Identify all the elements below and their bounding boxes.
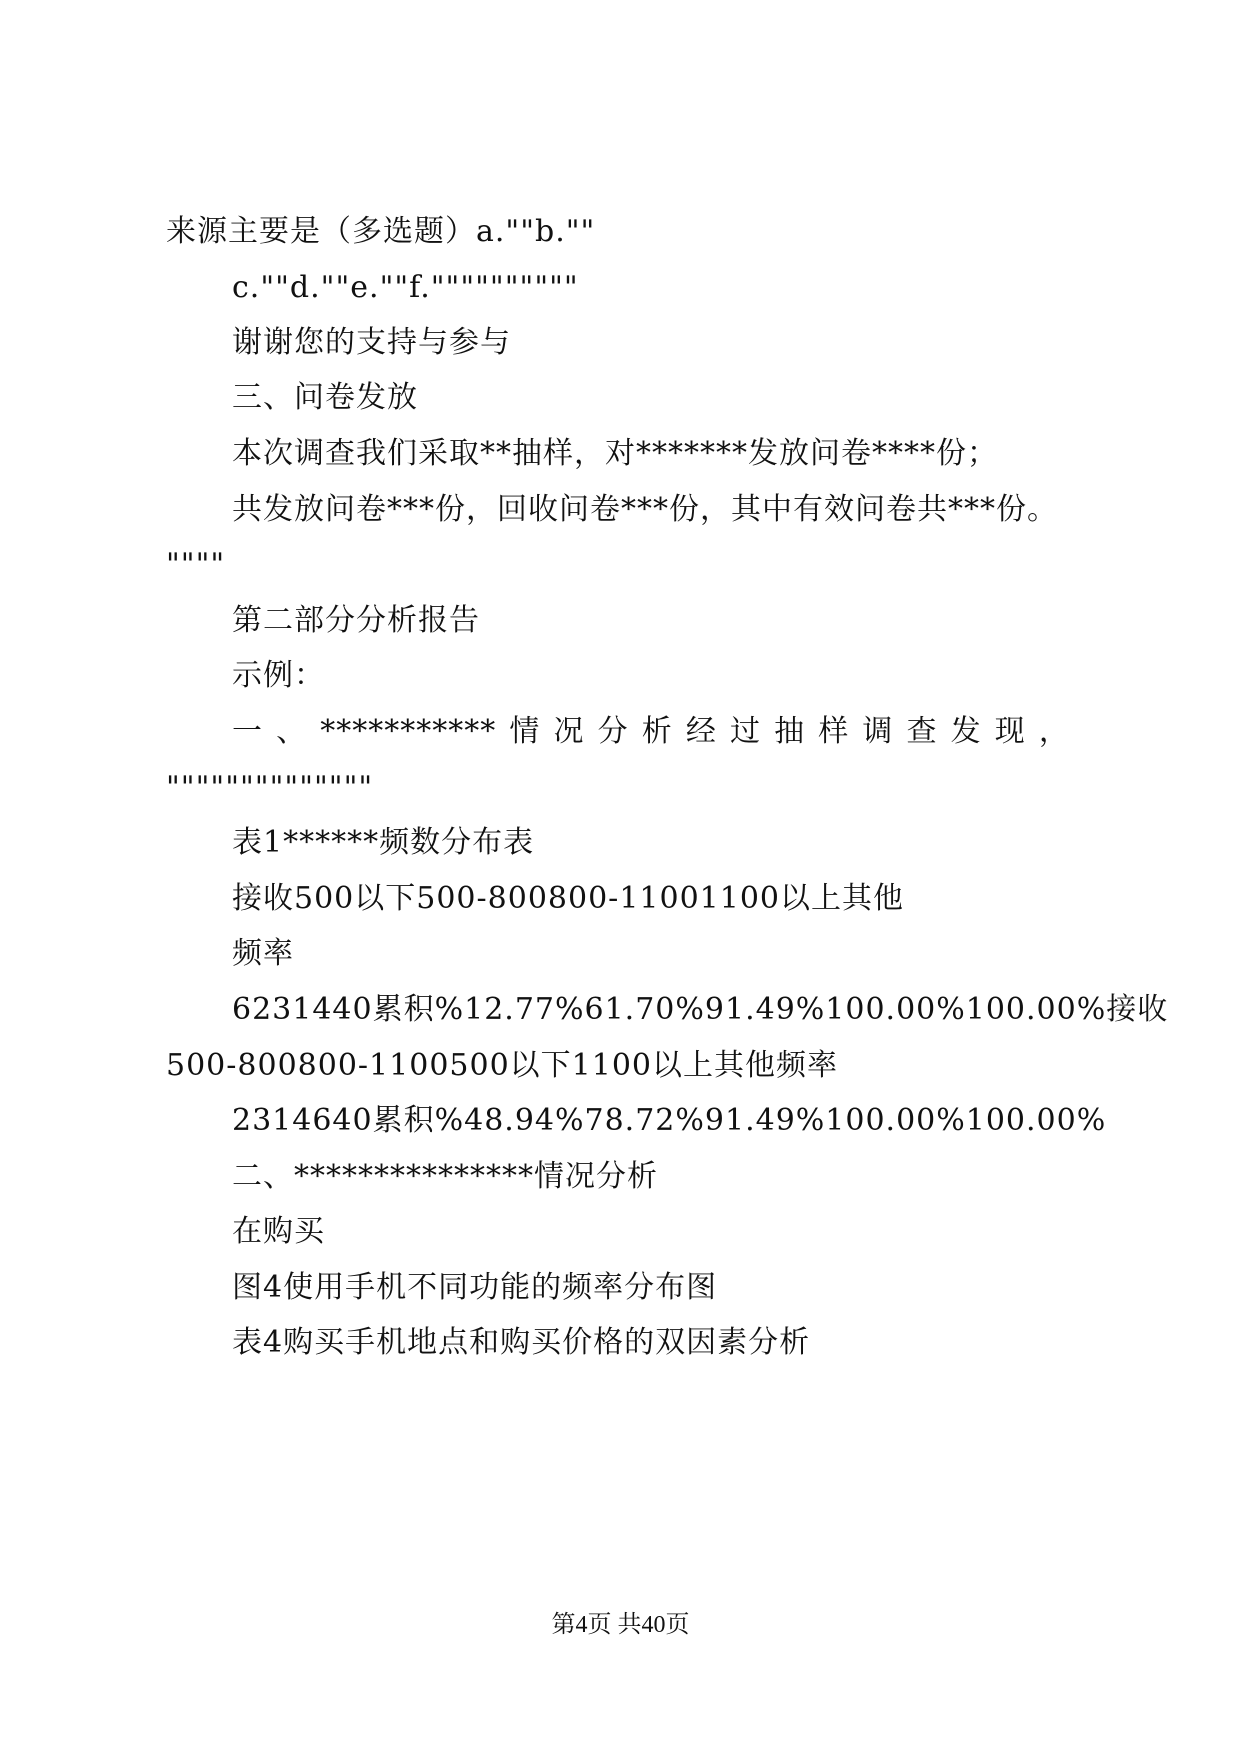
table-1-values-row: 6231440累积%12.77%61.70%91.49%100.00%100.00%接收: [232, 992, 1169, 1027]
text-line-11: """""""""""""": [166, 770, 374, 805]
spread-glyph: ***********: [320, 714, 497, 749]
table-1-header-row: 接收500以下500-800800-11001100以上其他: [232, 881, 905, 916]
text-line-1: 来源主要是（多选题）a.""b."": [166, 214, 596, 249]
spread-glyph: ，: [1038, 714, 1070, 749]
section-heading-2: 二、***************情况分析: [232, 1159, 658, 1194]
spread-glyph: 样: [818, 714, 850, 749]
page-footer: 第4页 共40页: [551, 1612, 690, 1638]
spread-glyph: 经: [685, 714, 717, 749]
spread-glyph: 一: [232, 714, 263, 749]
spread-glyph: 况: [553, 714, 585, 749]
figure-4-caption: 图4使用手机不同功能的频率分布图: [232, 1270, 718, 1305]
section-heading-3: 三、问卷发放: [232, 380, 418, 415]
spread-glyph: 查: [906, 714, 938, 749]
table-4-caption: 表4购买手机地点和购买价格的双因素分析: [232, 1325, 811, 1360]
table-1-values-row-2: 2314640累积%48.94%78.72%91.49%100.00%100.00%: [232, 1103, 1107, 1138]
section-heading-1: [232, 712, 1070, 752]
example-label: 示例：: [232, 658, 325, 693]
spread-glyph: 情: [509, 714, 541, 749]
table-1-frequency-label: 频率: [232, 936, 294, 971]
table-1-caption: 表1******频数分布表: [232, 825, 535, 860]
text-line-7: """": [166, 547, 226, 582]
spread-glyph: 、: [276, 714, 308, 749]
spread-glyph: 过: [730, 714, 761, 749]
text-line-19: 在购买: [232, 1214, 325, 1249]
spread-glyph: 分: [597, 714, 629, 749]
text-line-2: c.""d.""e.""f."""""""""": [232, 270, 579, 305]
text-line-6: 共发放问卷***份，回收问卷***份，其中有效问卷共***份。: [232, 492, 1058, 527]
spread-glyph: 现: [994, 714, 1026, 749]
spread-glyph: 调: [862, 714, 894, 749]
part-heading: 第二部分分析报告: [232, 603, 480, 638]
table-1-header-row-2: 500-800800-1100500以下1100以上其他频率: [166, 1048, 839, 1083]
spread-glyph: 析: [641, 714, 673, 749]
spread-glyph: 发: [950, 714, 982, 749]
text-line-5: 本次调查我们采取**抽样，对*******发放问卷****份；: [232, 436, 998, 471]
text-line-3: 谢谢您的支持与参与: [232, 325, 511, 360]
spread-glyph: 抽: [774, 714, 806, 749]
